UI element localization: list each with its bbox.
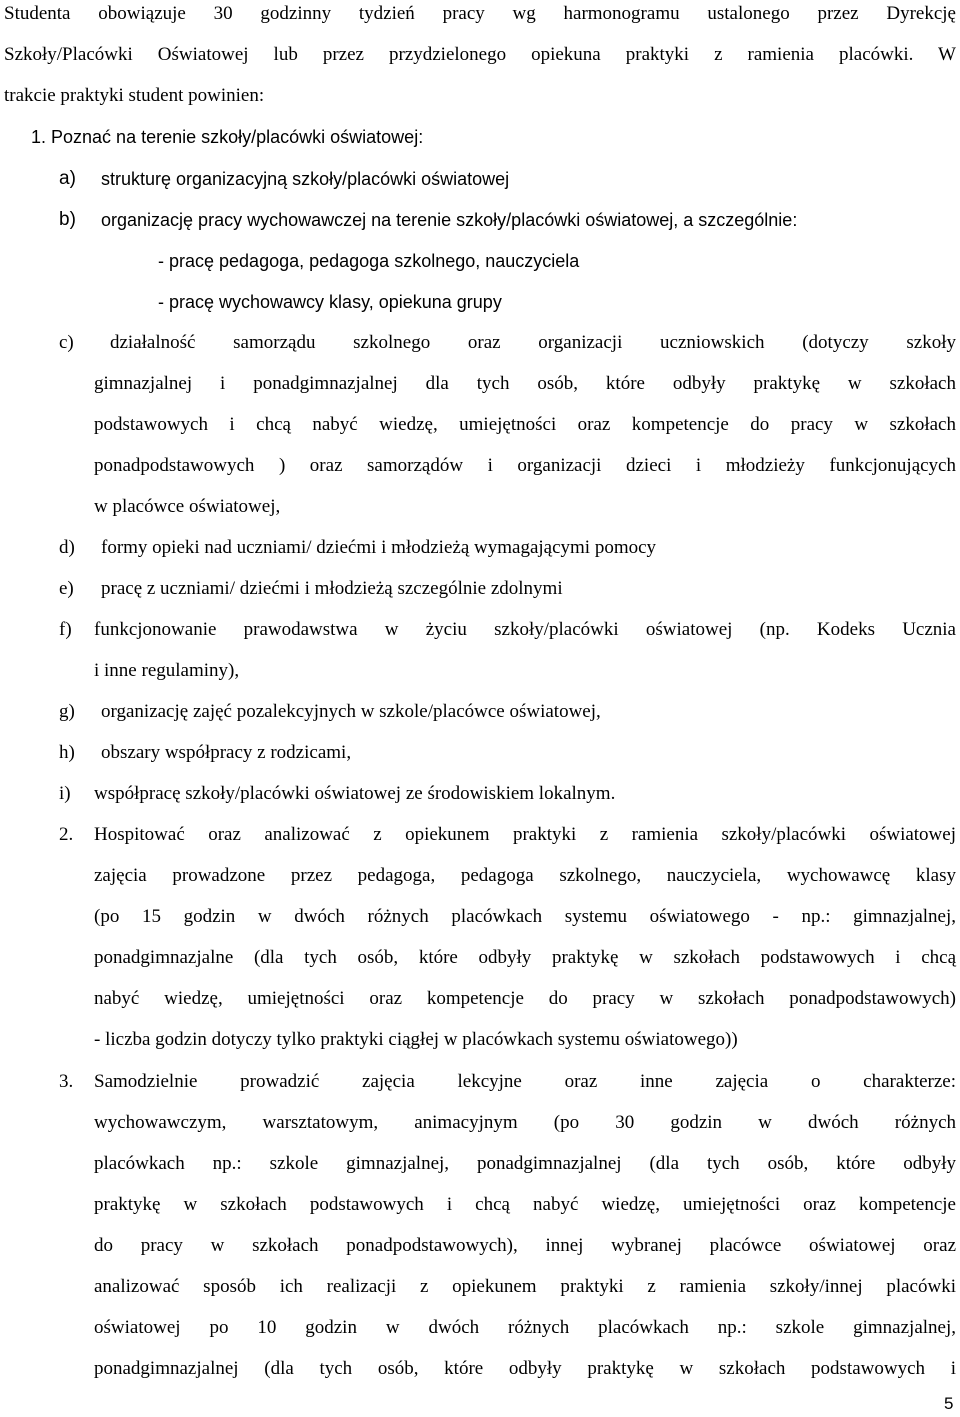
item-2-line-2: zajęcia prowadzone przez pedagoga, pedagoga szkolnego, nauczyciela, wychowawcę klasy — [94, 865, 956, 886]
item-1b-text: organizację pracy wychowawczej na terenie szkoły/placówki oświatowej, a szczególnie: — [101, 210, 798, 230]
item-1a-label: a) — [59, 168, 76, 189]
item-3-line-7: oświatowej po 10 godzin w dwóch różnych placówkach np.: szkole gimnazjalnej, — [94, 1317, 956, 1338]
item-1a-text: strukturę organizacyjną szkoły/placówki oświatowej — [101, 169, 510, 189]
item-3-line-1: Samodzielnie prowadzić zajęcia lekcyjne oraz inne zajęcia o charakterze: — [94, 1071, 956, 1092]
intro-line-1: Studenta obowiązuje 30 godzinny tydzień pracy wg harmonogramu ustalonego przez Dyrekcję — [4, 3, 956, 24]
item-1c-line-3: podstawowych i chcą nabyć wiedzę, umiejętności oraz kompetencje do pracy w szkołach — [94, 414, 956, 435]
item-1g-label: g) — [59, 701, 75, 722]
item-2-line-5: nabyć wiedzę, umiejętności oraz kompetencje do pracy w szkołach ponadpodstawowych) — [94, 988, 956, 1009]
item-2-line-1: Hospitować oraz analizować z opiekunem praktyki z ramienia szkoły/placówki oświatowej — [94, 824, 956, 845]
item-1c-line-5: w placówce oświatowej, — [94, 496, 281, 517]
item-3-line-8: ponadgimnazjalnej (dla tych osób, które odbyły praktykę w szkołach podstawowych i — [94, 1358, 956, 1379]
item-1f-label: f) — [59, 619, 72, 640]
item-3-line-5: do pracy w szkołach ponadpodstawowych), innej wybranej placówce oświatowej oraz — [94, 1235, 956, 1256]
intro-line-2: Szkoły/Placówki Oświatowej lub przez przydzielonego opiekuna praktyki z ramienia placówki. W — [4, 44, 956, 65]
item-1-heading: 1. Poznać na terenie szkoły/placówki oświatowej: — [31, 127, 424, 147]
item-2-line-3: (po 15 godzin w dwóch różnych placówkach systemu oświatowego - np.: gimnazjalnej, — [94, 906, 956, 927]
item-3-line-3: placówkach np.: szkole gimnazjalnej, ponadgimnazjalnej (dla tych osób, które odbyły — [94, 1153, 956, 1174]
item-1e-label: e) — [59, 578, 74, 599]
item-1i-label: i) — [59, 783, 71, 804]
item-1f-line-2: i inne regulaminy), — [94, 660, 240, 681]
item-3-line-2: wychowawczym, warsztatowym, animacyjnym (po 30 godzin w dwóch różnych — [94, 1112, 956, 1133]
item-3-line-4: praktykę w szkołach podstawowych i chcą nabyć wiedzę, umiejętności oraz kompetencje — [94, 1194, 956, 1215]
item-1b-label: b) — [59, 209, 76, 230]
item-1c-line-4: ponadpodstawowych ) oraz samorządów i organizacji dzieci i młodzieży funkcjonujących — [94, 455, 956, 476]
page-number: 5 — [944, 1394, 954, 1413]
item-1c-line-2: gimnazjalnej i ponadgimnazjalnej dla tych osób, które odbyły praktykę w szkołach — [94, 373, 956, 394]
item-3-line-6: analizować sposób ich realizacji z opiekunem praktyki z ramienia szkoły/innej placówki — [94, 1276, 956, 1297]
item-1d-text: formy opieki nad uczniami/ dziećmi i młodzieżą wymagającymi pomocy — [101, 537, 657, 558]
item-2-label: 2. — [59, 824, 74, 845]
item-1g-text: organizację zajęć pozalekcyjnych w szkole/placówce oświatowej, — [101, 701, 601, 722]
item-1c-line-1: działalność samorządu szkolnego oraz organizacji uczniowskich (dotyczy szkoły — [110, 332, 956, 353]
item-1i-text: współpracę szkoły/placówki oświatowej ze środowiskiem lokalnym. — [94, 783, 616, 804]
item-1e-text: pracę z uczniami/ dziećmi i młodzieżą szczególnie zdolnymi — [101, 578, 563, 599]
item-1d-label: d) — [59, 537, 75, 558]
intro-line-3: trakcie praktyki student powinien: — [4, 85, 265, 106]
item-1b-sub-1: - pracę pedagoga, pedagoga szkolnego, nauczyciela — [158, 251, 580, 271]
item-2-line-4: ponadgimnazjalne (dla tych osób, które odbyły praktykę w szkołach podstawowych i chcą — [94, 947, 956, 968]
item-1f-line-1: funkcjonowanie prawodawstwa w życiu szkoły/placówki oświatowej (np. Kodeks Ucznia — [94, 619, 956, 640]
item-1h-text: obszary współpracy z rodzicami, — [101, 742, 352, 763]
item-1h-label: h) — [59, 742, 75, 763]
item-3-label: 3. — [59, 1071, 74, 1092]
item-1b-sub-2: - pracę wychowawcy klasy, opiekuna grupy — [158, 292, 502, 312]
item-1c-label: c) — [59, 332, 74, 353]
item-2-line-6: - liczba godzin dotyczy tylko praktyki ciągłej w placówkach systemu oświatowego)) — [94, 1029, 738, 1050]
